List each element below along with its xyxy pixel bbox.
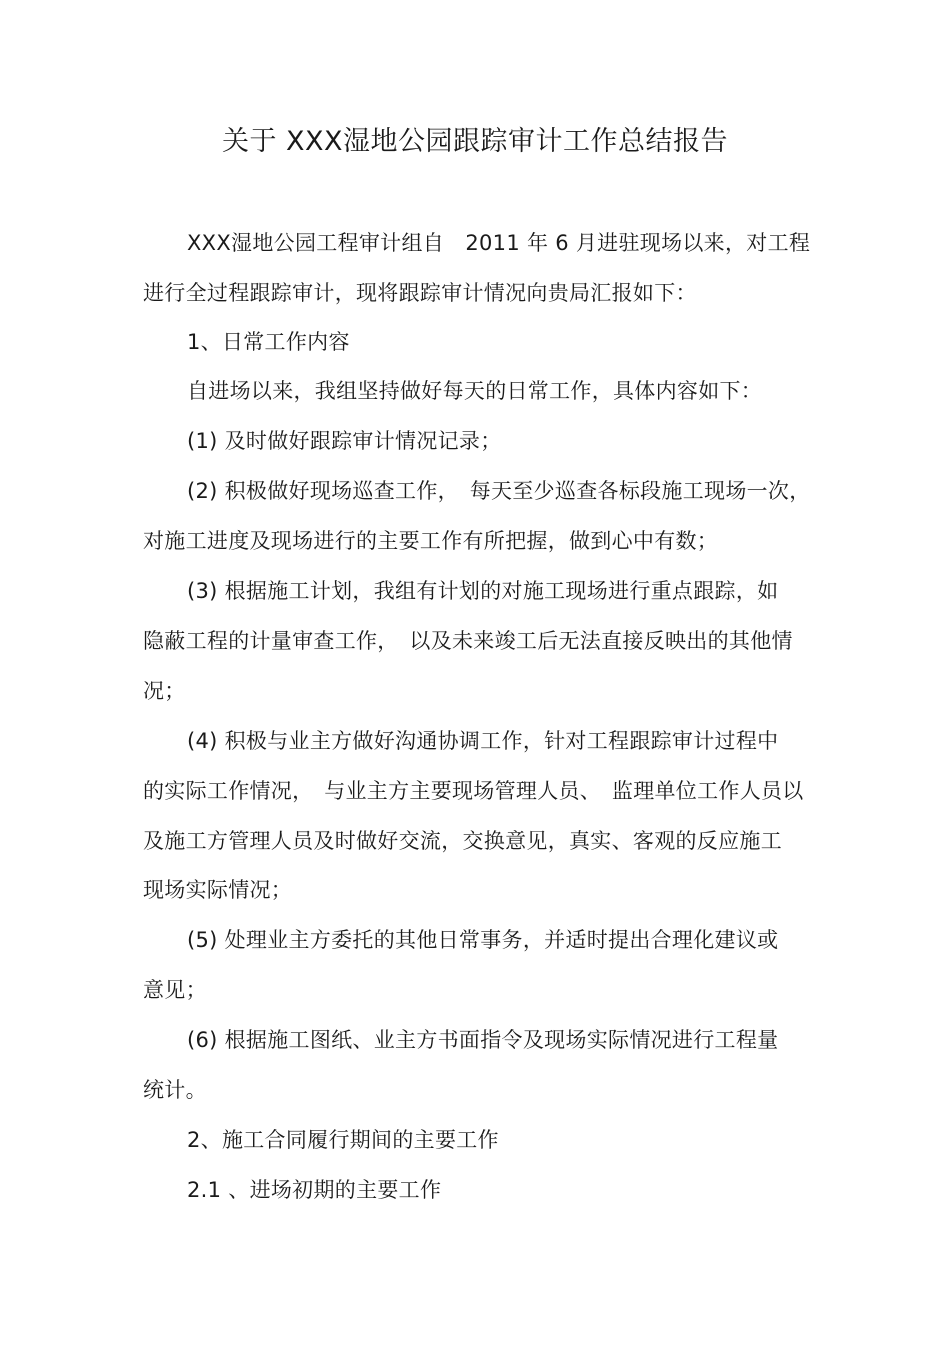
body-line: 现场实际情况； <box>143 878 293 902</box>
body-line: 及施工方管理人员及时做好交流，交换意见，真实、客观的反应施工 <box>143 829 782 853</box>
list-item: (6) 根据施工图纸、业主方书面指令及现场实际情况进行工程量 <box>187 1028 779 1052</box>
document-title: 关于 XXX湿地公园跟踪审计工作总结报告 <box>221 126 729 157</box>
body-line: 况； <box>143 679 186 703</box>
body-line: 隐蔽工程的计量审查工作， 以及未来竣工后无法直接反映出的其他情 <box>143 629 793 653</box>
list-item: (4) 积极与业主方做好沟通协调工作，针对工程跟踪审计过程中 <box>187 729 779 753</box>
subsection-heading: 2.1 、进场初期的主要工作 <box>187 1178 442 1202</box>
body-line: 的实际工作情况， 与业主方主要现场管理人员、 监理单位工作人员以 <box>143 779 804 803</box>
body-line: 意见； <box>143 978 207 1002</box>
list-item: (3) 根据施工计划，我组有计划的对施工现场进行重点跟踪，如 <box>187 579 779 603</box>
body-line: 统计。 <box>143 1078 207 1102</box>
body-line: 进行全过程跟踪审计，现将跟踪审计情况向贵局汇报如下： <box>143 281 697 305</box>
list-item: (5) 处理业主方委托的其他日常事务，并适时提出合理化建议或 <box>187 928 779 952</box>
list-item: (2) 积极做好现场巡查工作， 每天至少巡查各标段施工现场一次， <box>187 479 811 503</box>
body-line: 自进场以来，我组坚持做好每天的日常工作，具体内容如下： <box>187 379 763 403</box>
section-heading: 2、施工合同履行期间的主要工作 <box>187 1128 499 1152</box>
section-heading: 1、日常工作内容 <box>187 330 350 354</box>
body-line: 对施工进度及现场进行的主要工作有所把握，做到心中有数； <box>143 529 719 553</box>
list-item: (1) 及时做好跟踪审计情况记录； <box>187 429 502 453</box>
body-line: XXX湿地公园工程审计组自 2011 年 6 月进驻现场以来，对工程 <box>187 231 811 255</box>
